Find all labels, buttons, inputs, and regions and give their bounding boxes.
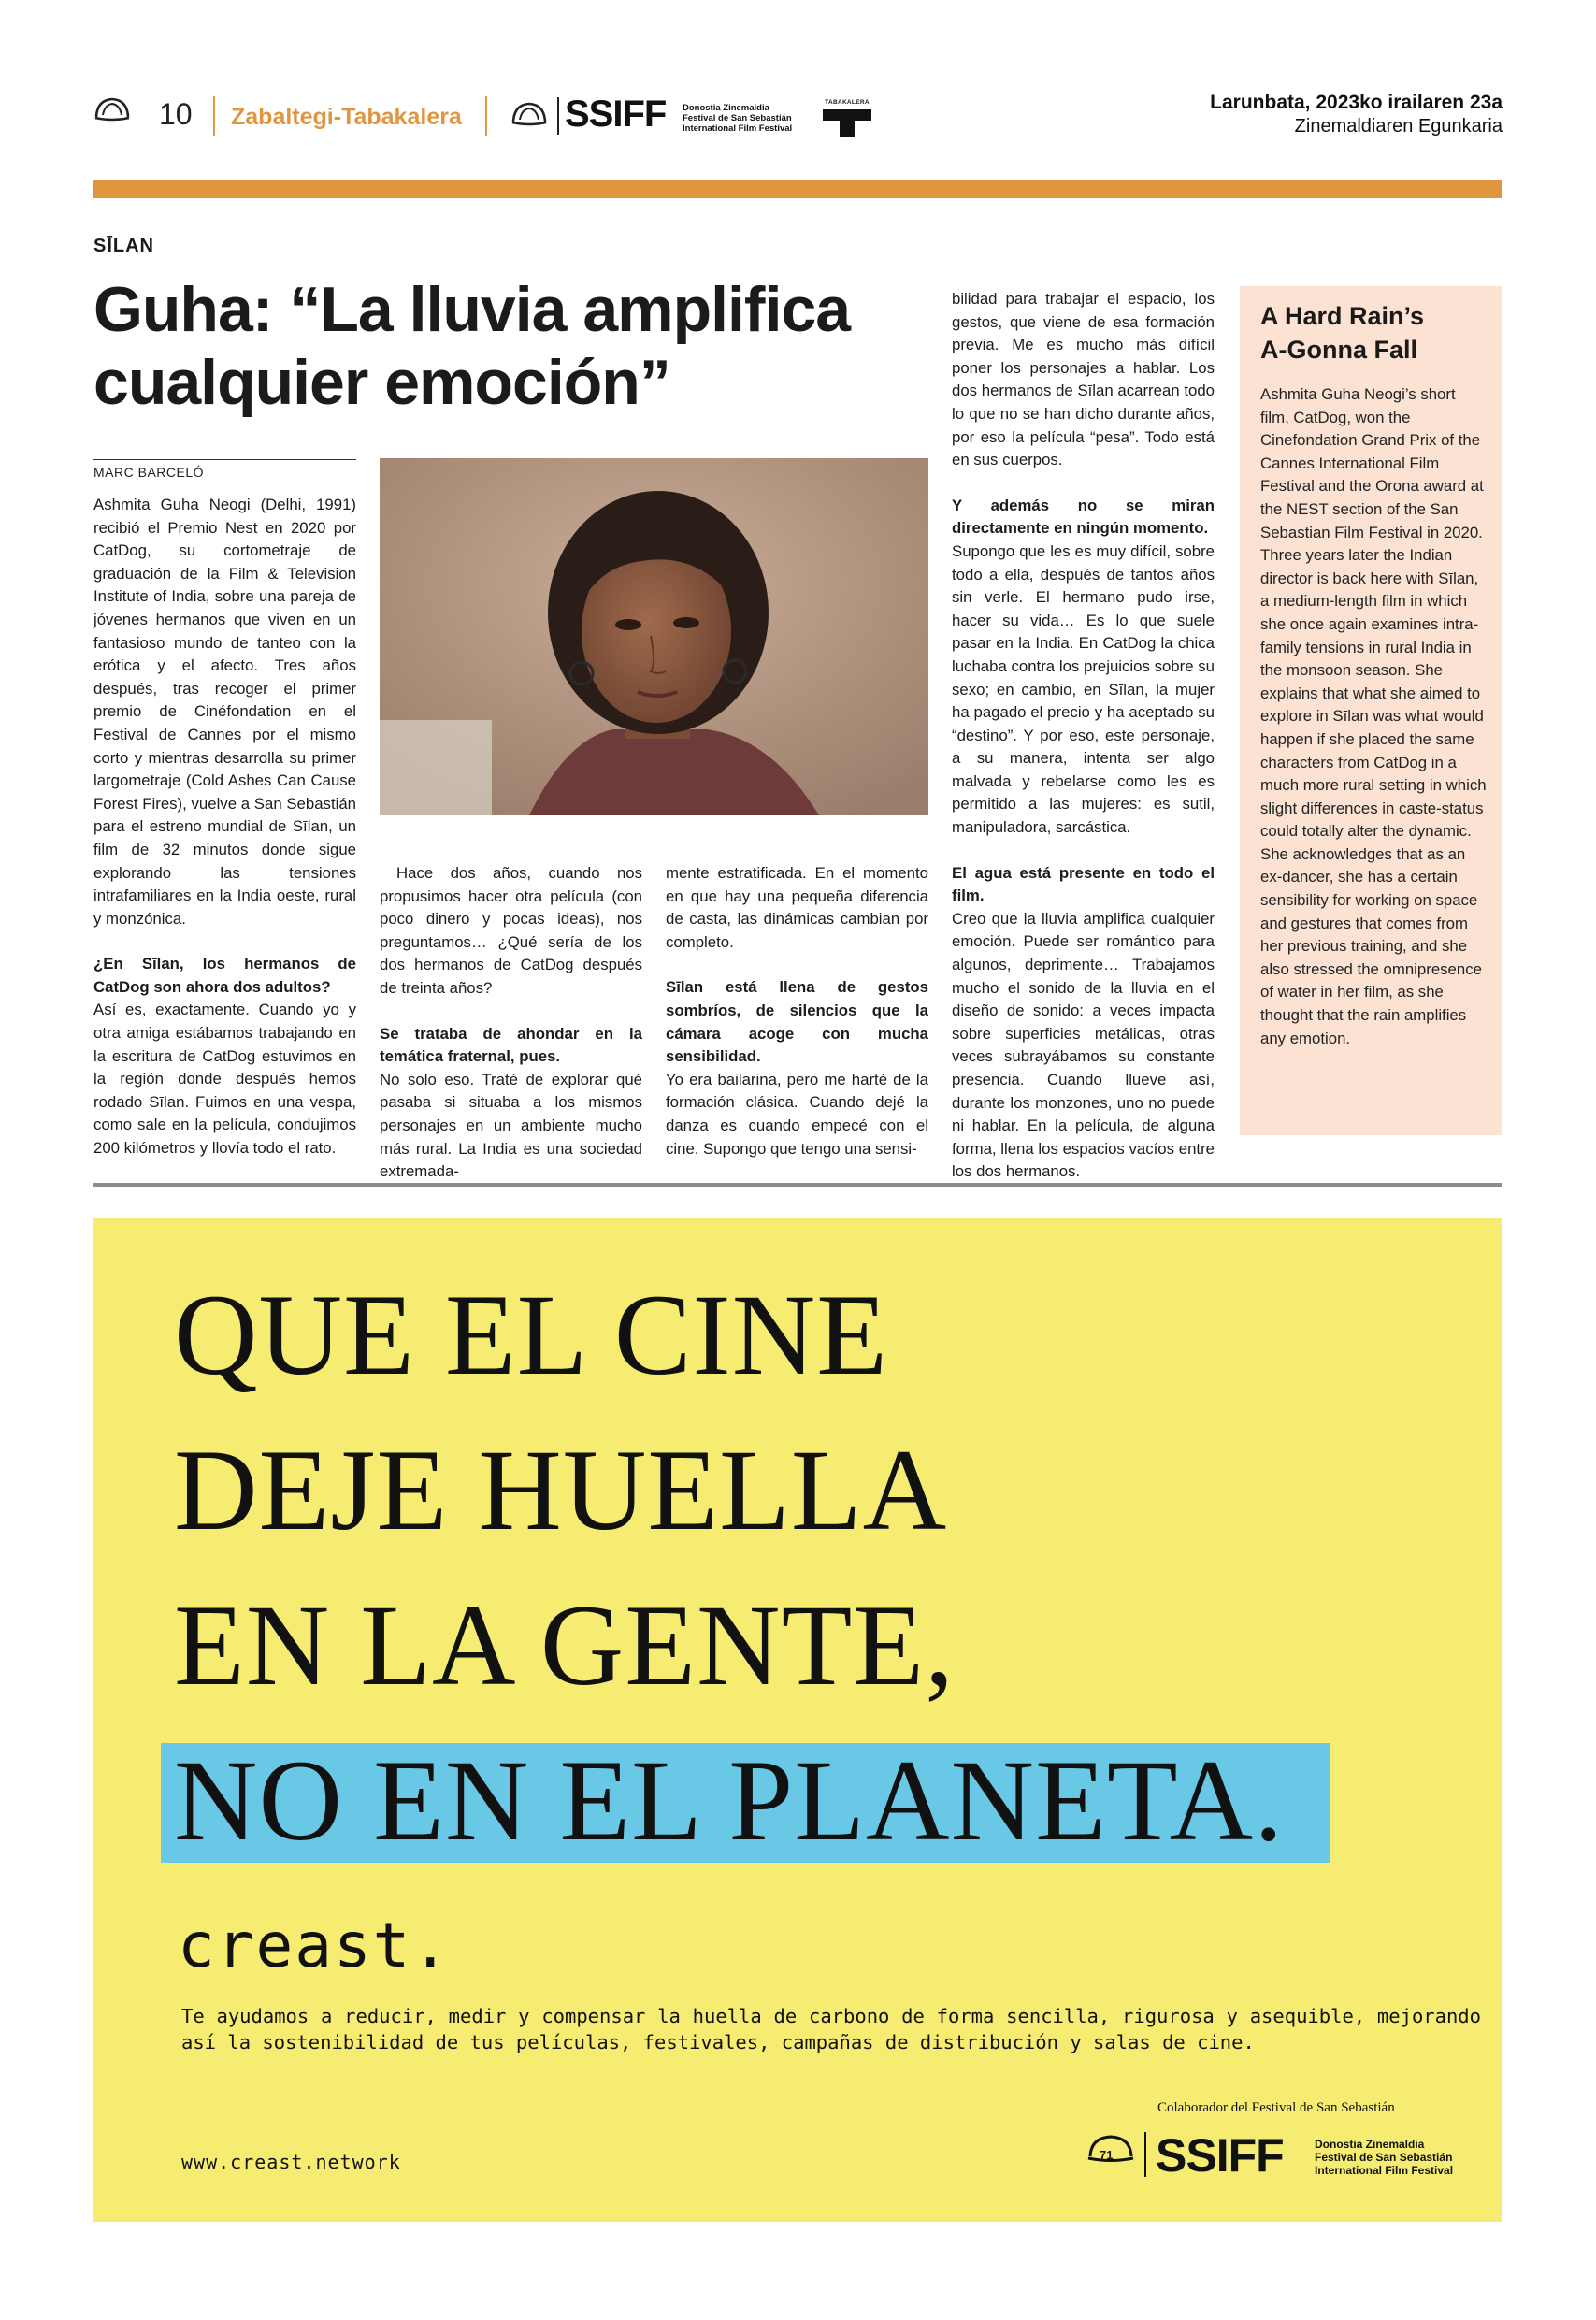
tabakalera-logo	[823, 99, 871, 144]
article-paragraph: Ashmita Guha Neogi (Delhi, 1991) recibió el Premio Nest en 2020 por CatDog, su cortometraje de graduación de la Film & Television Institute of India, sobre una pareja de jóvenes hermanos que viven en un fantasioso mundo de tanteo con la erótica y el afecto. Tres años después, tras recoger el primer premio de Cinéfondation en el Festival de Cannes por el mismo corto y mientras desarrolla su primer largometraje (Cold Ashes Can Cause Forest Fires), vuelve a San Sebastián para el estreno mundial de Sīlan, un film de 32 minutos donde sigue explorando las tensiones intrafamiliares en la India oeste, rural y monzónica.	[93, 496, 356, 928]
festival-line: Festival de San Sebastián	[1315, 2151, 1453, 2164]
article-headline	[93, 273, 954, 419]
ssiff-shell-icon	[510, 101, 548, 129]
article-paragraph: Hace dos años, cuando nos propusimos hacer otra película (con poco dinero y pocas ideas), nos preguntamos… ¿Qué sería de los dos hermanos de CatDog después de treinta años?	[380, 864, 642, 997]
headline-line: Guha: “La lluvia amplifica	[93, 274, 851, 345]
summary-title-line: A-Gonna Fall	[1260, 336, 1417, 364]
section-name: Zabaltegi-Tabakalera	[231, 104, 462, 130]
ad-slogan-line: QUE EL CINE	[174, 1271, 889, 1399]
festival-line: Donostia Zinemaldia	[683, 103, 769, 113]
article-end-rule	[93, 1183, 1502, 1187]
header-divider	[213, 96, 215, 136]
ad-description: Te ayudamos a reducir, medir y compensar la huella de carbono de forma sencilla, rigurosa y asequible, mejorando así la sostenibilidad de tus películas, festivales, campañas de distribución y salas de cine.	[181, 2005, 1481, 2053]
header-divider	[485, 96, 487, 136]
creast-logo: creast.	[178, 1909, 452, 1981]
festival-name	[683, 103, 792, 134]
article-paragraph: Así es, exactamente. Cuando yo y otra amiga estábamos trabajando en la escritura de CatDog estuvimos en la región donde después hemos rodado Sīlan. Fuimos en una vespa, como sale en la película, condujimos 200 kilómetros y llovía todo el rato.	[93, 1001, 356, 1158]
ad-slogan-line: EN LA GENTE,	[174, 1581, 956, 1709]
article-photo	[380, 458, 928, 815]
interview-question: ¿En Sīlan, los hermanos de CatDog son ahora dos adultos?	[93, 955, 356, 996]
byline: MARC BARCELÓ	[93, 465, 205, 480]
summary-title-line: A Hard Rain’s	[1260, 302, 1425, 330]
portrait-image	[380, 458, 928, 815]
tabakalera-icon	[823, 106, 871, 139]
article-column-3	[666, 862, 928, 1160]
ad-slogan-line: DEJE HUELLA	[174, 1426, 948, 1554]
tabakalera-label: TABAKALERA	[825, 99, 870, 106]
article-paragraph: bilidad para trabajar el espacio, los gestos, que viene de esa formación previa. Me es mucho más difícil poner los personajes a hablar. Los dos hermanos de Sīlan acarrean todo lo que no se han dicho durante años, por eso la película “pesa”. Todo está en sus cuerpos.	[952, 290, 1215, 469]
section-color-bar	[93, 180, 1502, 198]
headline-line: cualquier emoción”	[93, 347, 670, 418]
article-column-1	[93, 494, 356, 1160]
festival-name	[1315, 2138, 1453, 2177]
ad-website-link[interactable]: www.creast.network	[181, 2151, 401, 2173]
creast-advertisement	[93, 1218, 1502, 2222]
ssiff-wordmark: SSIFF	[1156, 2129, 1284, 2182]
article-column-2	[380, 862, 642, 1184]
ssiff-divider	[557, 97, 559, 135]
interview-question: El agua está presente en todo el film.	[952, 863, 1215, 905]
festival-line: International Film Festival	[683, 123, 793, 134]
ssiff-wordmark: SSIFF	[565, 94, 667, 135]
byline-rule	[93, 459, 356, 460]
shell-logo-icon	[93, 96, 131, 124]
page-number: 10	[159, 97, 193, 131]
summary-body: Ashmita Guha Neogi’s short film, CatDog, won the Cinefondation Grand Prix of the Cannes International Film Festival and the Orona award at the NEST section of the San Sebastian Film Festival in 2020. Three years later the Indian director is back here with Sīlan, a medium-length film in which she once again examines intra-family tensions in rural India in the monsoon season. She explains that what she aimed to explore in Sīlan was what would happen if she placed the same characters from CatDog in a much more rural setting in which slight differences in caste-status could totally alter the dynamic. She acknowledges that as an ex-dancer, she has a certain sensibility for working on space and gestures that comes from her previous training, and she also stressed the omnipresence of water in her film, as she thought that the rain amplifies any emotion.	[1260, 385, 1487, 1047]
ad-slogan-line: NO EN EL PLANETA.	[174, 1736, 1285, 1865]
paper-name: Zinemaldiaren Egunkaria	[1294, 116, 1503, 137]
article-kicker: SĪLAN	[93, 236, 154, 256]
interview-question: Y además no se miran directamente en ningún momento.	[952, 496, 1215, 538]
festival-line: International Film Festival	[1315, 2164, 1454, 2177]
edition-number: 71	[1100, 2148, 1114, 2162]
article-paragraph: No solo eso. Traté de explorar qué pasaba si situaba a los mismos personajes en un ambiente mucho más rural. La India es una sociedad extremada-	[380, 1070, 642, 1181]
festival-line: Donostia Zinemaldia	[1315, 2138, 1425, 2151]
interview-question: Sīlan está llena de gestos sombríos, de silencios que la cámara acoge con mucha sensibilidad.	[666, 978, 928, 1066]
interview-question: Se trataba de ahondar en la temática fraternal, pues.	[380, 1024, 642, 1066]
article-paragraph: Creo que la lluvia amplifica cualquier emoción. Puede ser romántico para algunos, deprimente… Trabajamos mucho el sonido de la lluvia en el diseño de sonido: a veces impacta sobre superficies metálicas, otras veces subrayábamos su constante presencia. Cuando llueve así, durante los monzones, uno no puede ni hablar. En la película, de alguna forma, llena los espacios vacíos entre los dos hermanos.	[952, 909, 1215, 1181]
english-summary-box	[1240, 286, 1502, 1135]
issue-date: Larunbata, 2023ko irailaren 23a	[1210, 92, 1503, 113]
article-paragraph: Yo era bailarina, pero me harté de la formación clásica. Cuando dejé la danza es cuando empecé con el cine. Supongo que tengo una sensi-	[666, 1070, 928, 1158]
ad-collaborator-note: Colaborador del Festival de San Sebastián	[1157, 2100, 1395, 2115]
article-column-4	[952, 288, 1215, 1184]
festival-line: Festival de San Sebastián	[683, 113, 792, 123]
summary-title	[1260, 299, 1485, 367]
ssiff-divider	[1144, 2132, 1146, 2177]
article-paragraph: mente estratificada. En el momento en que hay una pequeña diferencia de casta, las dinámicas cambian por completo.	[666, 864, 928, 951]
article-paragraph: Supongo que les es muy difícil, sobre todo a ella, después de tantos años sin verle. El hermano pudo irse, hacer su vida… Es lo que suele pasar en la India. En CatDog la chica luchaba contra los prejuicios sobre su sexo; en cambio, en Sīlan, la mujer ha pagado el precio y ha aceptado su “destino”. Y por eso, este personaje, a su manera, intenta ser algo malvada y rebelarse como les es permitido a las mujeres: es sutil, manipuladora, sarcástica.	[952, 541, 1215, 837]
